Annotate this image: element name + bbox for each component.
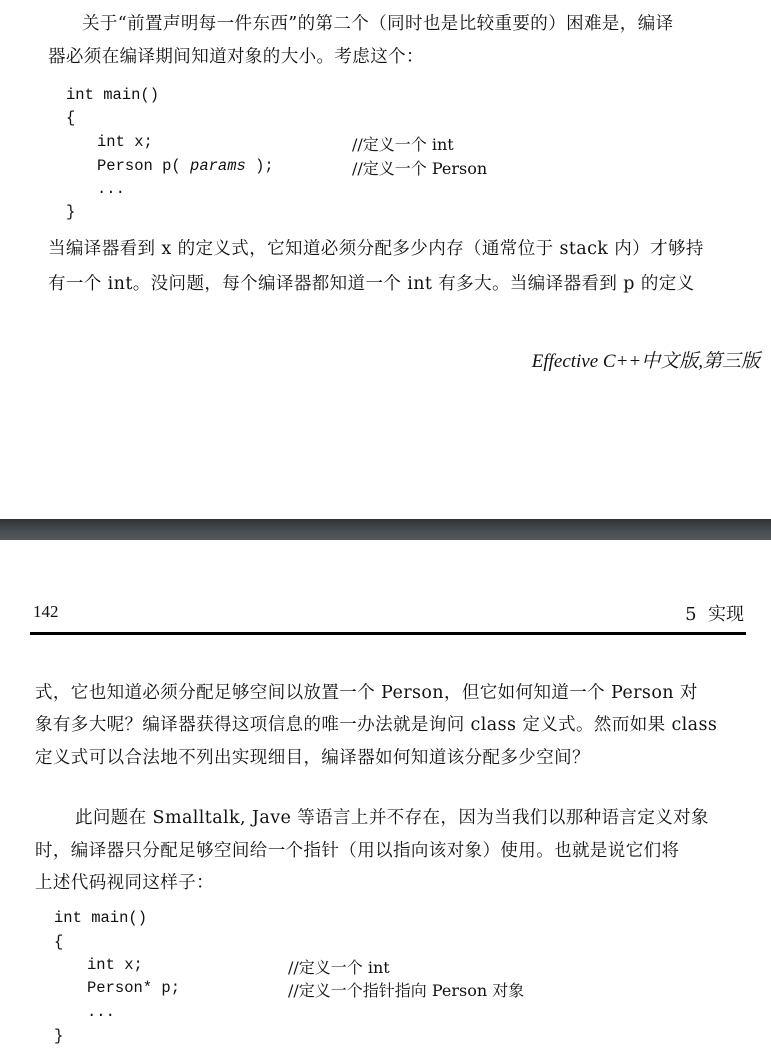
code-line: }	[54, 1027, 64, 1045]
chapter-header: 5 实现	[685, 604, 744, 625]
code-comment: //定义一个 int	[352, 135, 454, 154]
book-title-footer: Effective C++中文版,第三版	[531, 351, 760, 372]
page-number: 142	[33, 602, 59, 621]
paragraph-line: 器必须在编译期间知道对象的大小。考虑这个：	[48, 47, 424, 67]
paragraph-line: 当编译器看到 x 的定义式，它知道必须分配多少内存（通常位于 stack 内）才够持	[48, 239, 704, 259]
code-line: int x;	[87, 956, 143, 974]
code-line: {	[54, 933, 64, 951]
paragraph-line: 象有多大呢？编译器获得这项信息的唯一办法就是询问 class 定义式。然而如果 class	[35, 715, 718, 735]
code-line: int main()	[66, 86, 160, 104]
paragraph-line: 定义式可以合法地不列出实现细目，编译器如何知道该分配多少空间？	[35, 748, 590, 768]
code-comment: //定义一个 Person	[352, 159, 488, 178]
code-line: Person* p;	[87, 979, 181, 997]
code-line: }	[66, 203, 76, 221]
code-param: params	[190, 157, 246, 175]
paragraph-line: 此问题在 Smalltalk, Jave 等语言上并不存在，因为当我们以那种语言定义对象	[75, 808, 709, 828]
page-separator	[0, 519, 771, 540]
code-line: {	[66, 109, 76, 127]
code-line: ...	[87, 1003, 115, 1021]
paragraph-line: 上述代码视同这样子：	[35, 873, 214, 893]
paragraph-line: 式，它也知道必须分配足够空间以放置一个 Person，但它如何知道一个 Person 对	[35, 683, 698, 703]
code-comment: //定义一个指针指向 Person 对象	[288, 981, 525, 1000]
code-line: int x;	[97, 133, 153, 151]
code-line: ...	[97, 180, 125, 198]
header-rule	[30, 632, 746, 635]
code-text: Person p(	[97, 157, 191, 175]
paragraph-line: 有一个 int。没问题，每个编译器都知道一个 int 有多大。当编译器看到 p 的定义	[48, 274, 695, 294]
code-line	[97, 157, 274, 175]
code-comment: //定义一个 int	[288, 958, 390, 977]
paragraph-line: 关于“前置声明每一件东西”的第二个（同时也是比较重要的）困难是，编译	[82, 14, 674, 34]
code-text: );	[245, 157, 274, 175]
paragraph-line: 时，编译器只分配足够空间给一个指针（用以指向该对象）使用。也就是说它们将	[35, 841, 680, 861]
code-line: int main()	[54, 909, 148, 927]
